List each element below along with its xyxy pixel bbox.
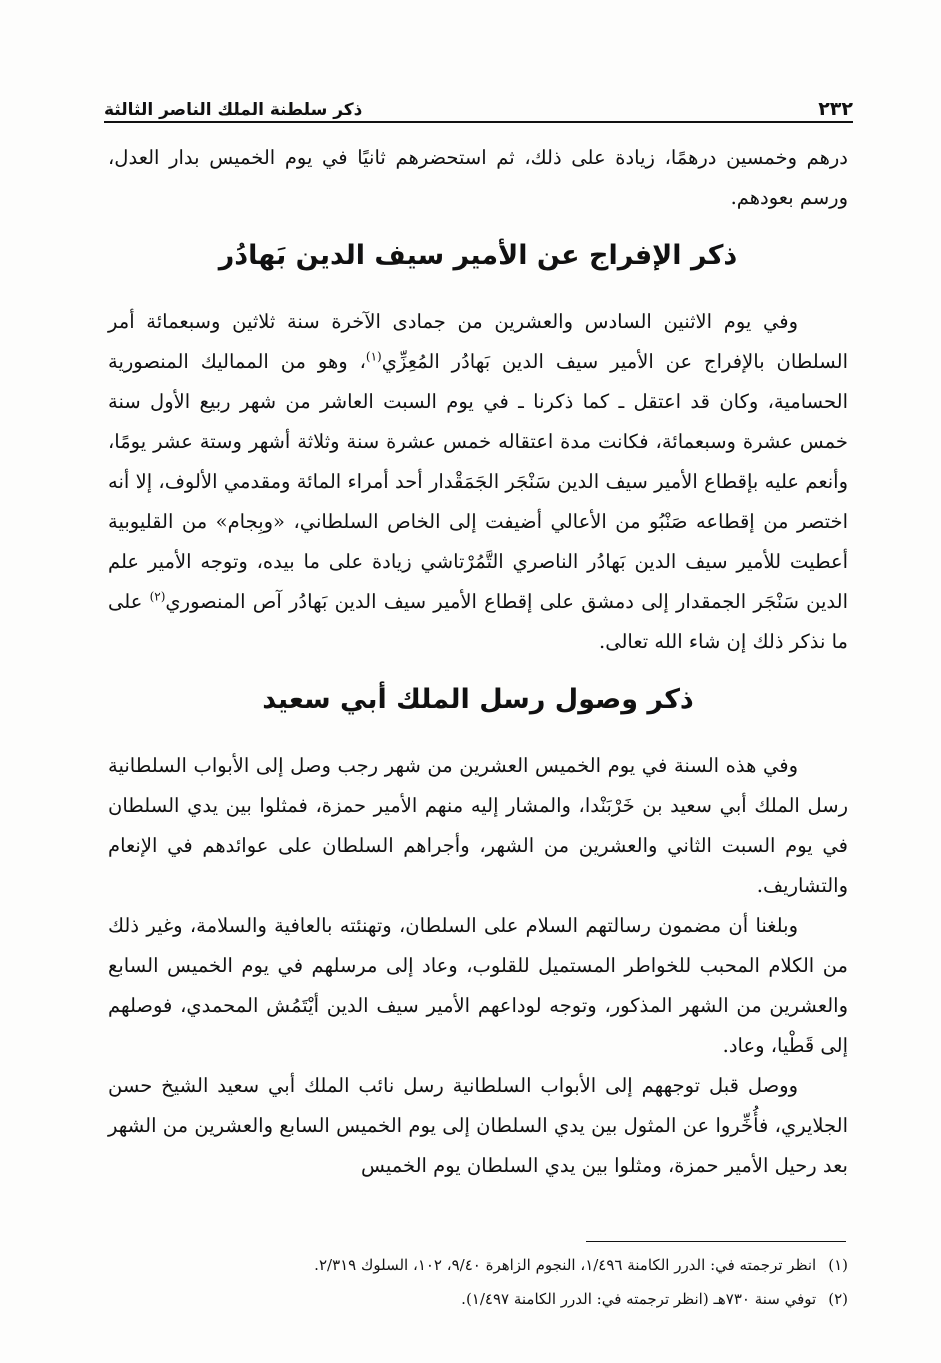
section-heading-release: ذكر الإفراج عن الأمير سيف الدين بَهادُر — [218, 240, 738, 271]
header-rule — [104, 121, 853, 123]
envoys-paragraph-3: ووصل قبل توجههم إلى الأبواب السلطانية رسل نائب الملك أبي سعيد الشيخ حسن الجلايري، فأُخِّروا عن المثول بين يدي السلطان إلى يوم الخميس السابع والعشرين من الشهر بعد رحيل الأمير حمزة، ومثلوا بين يدي السلطان يوم الخميس — [108, 1074, 848, 1177]
section-heading-envoys: ذكر وصول رسل الملك أبي سعيد — [262, 684, 694, 715]
running-head — [104, 80, 853, 120]
envoys-paragraph-2: وبلغنا أن مضمون رسالتهم السلام على السلطان، وتهنئته بالعافية والسلامة، وغير ذلك من الكلام المحبب للخواطر المستميل للقلوب، وعاد إلى مرسلهم في يوم الخميس السابع والعشرين من الشهر المذكور، وتوجه لوداعهم الأمير سيف الدين أيْتَمُش المحمدي، فوصلهم إلى قَطْيا، وعاد. — [108, 914, 848, 1057]
footnote-number: (١) — [828, 1256, 848, 1274]
footnote-2 — [108, 1282, 848, 1316]
page-number: ٢٣٢ — [818, 98, 853, 120]
intro-paragraph: درهم وخمسين درهمًا، زيادة على ذلك، ثم استحضرهم ثانيًا في يوم الخميس بدار العدل، ورسم بعودهم. — [108, 146, 848, 209]
release-text-a: وفي يوم الاثنين السادس والعشرين من جمادى الآخرة سنة ثلاثين وسبعمائة أمر السلطان بالإفراج عن الأمير سيف الدين بَهادُر المُعِزِّي — [108, 310, 848, 373]
footnotes — [108, 1248, 848, 1316]
envoys-paragraph-1: وفي هذه السنة في يوم الخميس العشرين من شهر رجب وصل إلى الأبواب السلطانية رسل الملك أبي سعيد بن خَرْبَنْدا، والمشار إليه منهم الأمير حمزة، فمثلوا بين يدي السلطان في يوم السبت الثاني والعشرين من الشهر، وأجراهم السلطان على عوائدهم في الإنعام والتشاريف. — [108, 754, 848, 897]
main-text — [108, 138, 848, 1186]
footnote-text: توفي سنة ٧٣٠هـ (انظر ترجمته في: الدرر الكامنة ١/٤٩٧). — [461, 1290, 817, 1308]
release-text-c: على ما نذكر ذلك إن شاء الله تعالى. — [108, 590, 848, 653]
footnote-ref-1[interactable]: (١) — [365, 349, 382, 364]
release-text-b: ، وهو من المماليك المنصورية الحسامية، وكان قد اعتقل ـ كما ذكرنا ـ في يوم السبت العاشر من شهر ربيع الأول سنة خمس عشرة وسبعمائة، فكانت مدة اعتقاله خمس عشرة سنة وثلاثة أشهر وستة عشر يومًا، وأنعم عليه بإقطاع الأمير سيف الدين سَنْجَر الجَمَقْدار أحد أمراء المائة ومقدمي الألوف، إلا أنه اختصر من إقطاعه صَنْبُو من الأعالي أضيفت إلى الخاص السلطاني، «وبِجام» من القليوبية أعطيت للأمير سيف الدين بَهادُر الناصري التَّمُرْتاشي زيادة على ما بيده، وتوجه الأمير علم الدين سَنْجَر الجمقدار إلى دمشق على إقطاع الأمير سيف الدين بَهادُر آص المنصوري — [108, 350, 849, 613]
footnote-ref-2[interactable]: (٢) — [149, 589, 166, 604]
release-paragraph — [108, 302, 848, 662]
footnote-number: (٢) — [828, 1290, 848, 1308]
footnote-1 — [108, 1248, 848, 1282]
footnote-text: انظر ترجمته في: الدرر الكامنة ١/٤٩٦، النجوم الزاهرة ٩/٤٠، ١٠٢، السلوك ٢/٣١٩. — [314, 1256, 817, 1274]
footnote-rule — [586, 1241, 846, 1242]
running-title: ذكر سلطنة الملك الناصر الثالثة — [104, 100, 363, 120]
